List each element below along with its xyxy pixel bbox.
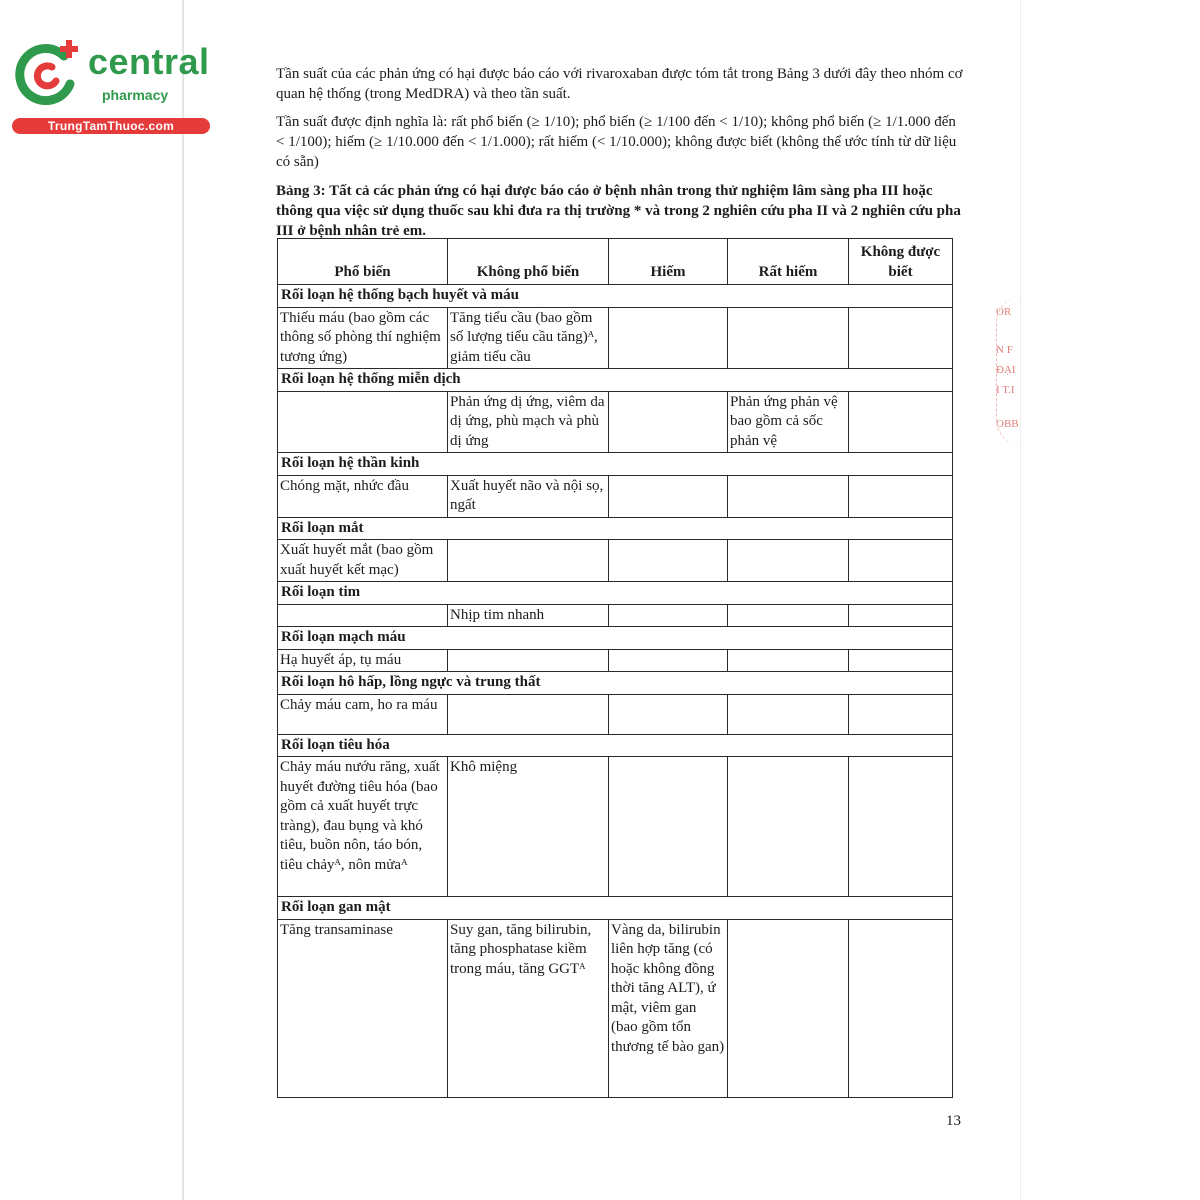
- cell-rare: [609, 757, 728, 897]
- header-very-rare: Rất hiếm: [728, 239, 849, 285]
- cell-very-rare: [728, 540, 849, 582]
- section-row: [278, 369, 953, 392]
- section-title: Rối loạn hệ thống miễn dịch: [278, 369, 953, 392]
- cell-not-known: [849, 475, 953, 517]
- pharmacy-emblem-icon: [12, 38, 84, 110]
- stamp-text: OR: [996, 306, 1012, 318]
- section-title: Rối loạn hệ thống bạch huyết và máu: [278, 285, 953, 308]
- cell-uncommon: Tăng tiểu cầu (bao gồm số lượng tiểu cầu tăng)ᴬ, giảm tiểu cầu: [448, 307, 609, 369]
- cell-not-known: [849, 694, 953, 734]
- cell-rare: [609, 604, 728, 627]
- table-row: [278, 757, 953, 897]
- cell-common: Chóng mặt, nhức đầu: [278, 475, 448, 517]
- header-rare: Hiếm: [609, 239, 728, 285]
- cell-rare: [609, 475, 728, 517]
- logo-site-banner: TrungTamThuoc.com: [12, 118, 210, 134]
- table-row: [278, 307, 953, 369]
- cell-very-rare: [728, 604, 849, 627]
- cell-common: [278, 604, 448, 627]
- cell-uncommon: Suy gan, tăng bilirubin, tăng phosphatase kiềm trong máu, tăng GGTᴬ: [448, 919, 609, 1097]
- cell-rare: [609, 649, 728, 672]
- table-row: [278, 919, 953, 1097]
- stamp-text: ĐẠI: [996, 364, 1016, 376]
- red-stamp-fragment: [996, 292, 1022, 442]
- section-row: [278, 517, 953, 540]
- cell-rare: [609, 540, 728, 582]
- cell-common: Thiếu máu (bao gồm các thông số phòng thí nghiệm tương ứng): [278, 307, 448, 369]
- cell-very-rare: [728, 694, 849, 734]
- cell-common: Tăng transaminase: [278, 919, 448, 1097]
- table-row: [278, 391, 953, 453]
- stamp-text: OBB: [996, 418, 1019, 430]
- cell-common: [278, 391, 448, 453]
- cell-uncommon: [448, 540, 609, 582]
- cell-not-known: [849, 307, 953, 369]
- adverse-reactions-table: [277, 238, 953, 1098]
- cell-not-known: [849, 540, 953, 582]
- cell-uncommon: [448, 694, 609, 734]
- cell-common: Hạ huyết áp, tụ máu: [278, 649, 448, 672]
- section-row: [278, 627, 953, 650]
- section-title: Rối loạn tim: [278, 582, 953, 605]
- stamp-border: [996, 296, 1023, 446]
- logo-sub-text: pharmacy: [102, 87, 169, 103]
- intro-paragraph: Tần suất của các phản ứng có hại được báo cáo với rivaroxaban được tóm tắt trong Bảng 3 dưới đây theo nhóm cơ quan hệ thống (trong MedDRA) và theo tần suất.: [276, 66, 963, 102]
- section-title: Rối loạn hệ thần kinh: [278, 453, 953, 476]
- section-title: Rối loạn mắt: [278, 517, 953, 540]
- cell-very-rare: [728, 307, 849, 369]
- header-not-known: Không được biết: [849, 239, 953, 285]
- cell-uncommon: Khô miệng: [448, 757, 609, 897]
- section-row: [278, 672, 953, 695]
- cell-common: Xuất huyết mắt (bao gồm xuất huyết kết mạc): [278, 540, 448, 582]
- header-uncommon: Không phổ biến: [448, 239, 609, 285]
- cell-not-known: [849, 757, 953, 897]
- section-row: [278, 582, 953, 605]
- cell-rare: [609, 307, 728, 369]
- table-row: [278, 475, 953, 517]
- stamp-text: I T.I: [996, 384, 1015, 396]
- section-title: Rối loạn mạch máu: [278, 627, 953, 650]
- cell-uncommon: [448, 649, 609, 672]
- header-common: Phổ biến: [278, 239, 448, 285]
- section-row: [278, 897, 953, 920]
- cell-not-known: [849, 391, 953, 453]
- cell-uncommon: Xuất huyết não và nội sọ, ngất: [448, 475, 609, 517]
- table-caption: Bảng 3: Tất cả các phản ứng có hại được báo cáo ở bệnh nhân trong thử nghiệm lâm sàng pha III hoặc thông qua việc sử dụng thuốc sau khi đưa ra thị trường * và trong 2 nghiên cứu pha II và 2 nghiên cứu pha III ở bệnh nhân trẻ em.: [276, 183, 961, 239]
- page-number: 13: [946, 1113, 961, 1129]
- section-row: [278, 734, 953, 757]
- cell-uncommon: Nhịp tim nhanh: [448, 604, 609, 627]
- section-title: Rối loạn gan mật: [278, 897, 953, 920]
- cell-rare: [609, 391, 728, 453]
- page-edge-line: [1020, 0, 1021, 1200]
- central-pharmacy-logo: [12, 38, 212, 138]
- binder-margin-line: [182, 0, 184, 1200]
- cell-very-rare: [728, 919, 849, 1097]
- frequency-definition-paragraph: Tần suất được định nghĩa là: rất phổ biến (≥ 1/10); phổ biến (≥ 1/100 đến < 1/10); không phổ biến (≥ 1/1.000 đến < 1/100); hiếm (≥ 1/10.000 đến < 1/1.000); rất hiếm (< 1/10.000); không được biết (không thể ước tính từ dữ liệu có sẵn): [276, 114, 957, 170]
- cell-not-known: [849, 604, 953, 627]
- cell-rare: [609, 694, 728, 734]
- section-title: Rối loạn hô hấp, lồng ngực và trung thất: [278, 672, 953, 695]
- section-title: Rối loạn tiêu hóa: [278, 734, 953, 757]
- table-row: [278, 540, 953, 582]
- cell-rare: Vàng da, bilirubin liên hợp tăng (có hoặc không đồng thời tăng ALT), ứ mật, viêm gan (bao gồm tổn thương tế bào gan): [609, 919, 728, 1097]
- cell-not-known: [849, 649, 953, 672]
- table-row: [278, 604, 953, 627]
- cell-very-rare: [728, 649, 849, 672]
- table-row: [278, 694, 953, 734]
- cell-very-rare: [728, 475, 849, 517]
- table-row: [278, 649, 953, 672]
- section-row: [278, 453, 953, 476]
- cell-common: Chảy máu cam, ho ra máu: [278, 694, 448, 734]
- cell-not-known: [849, 919, 953, 1097]
- cell-uncommon: Phản ứng dị ứng, viêm da dị ứng, phù mạch và phù dị ứng: [448, 391, 609, 453]
- stamp-text: N F: [996, 344, 1013, 356]
- cell-very-rare: Phản ứng phản vệ bao gồm cả sốc phản vệ: [728, 391, 849, 453]
- cell-very-rare: [728, 757, 849, 897]
- table-header-row: [278, 239, 953, 285]
- section-row: [278, 285, 953, 308]
- cell-common: Chảy máu nướu răng, xuất huyết đường tiêu hóa (bao gồm cả xuất huyết trực tràng), đau bụng và khó tiêu, buồn nôn, táo bón, tiêu chảyᴬ, nôn mửaᴬ: [278, 757, 448, 897]
- logo-brand-text: central: [88, 41, 210, 82]
